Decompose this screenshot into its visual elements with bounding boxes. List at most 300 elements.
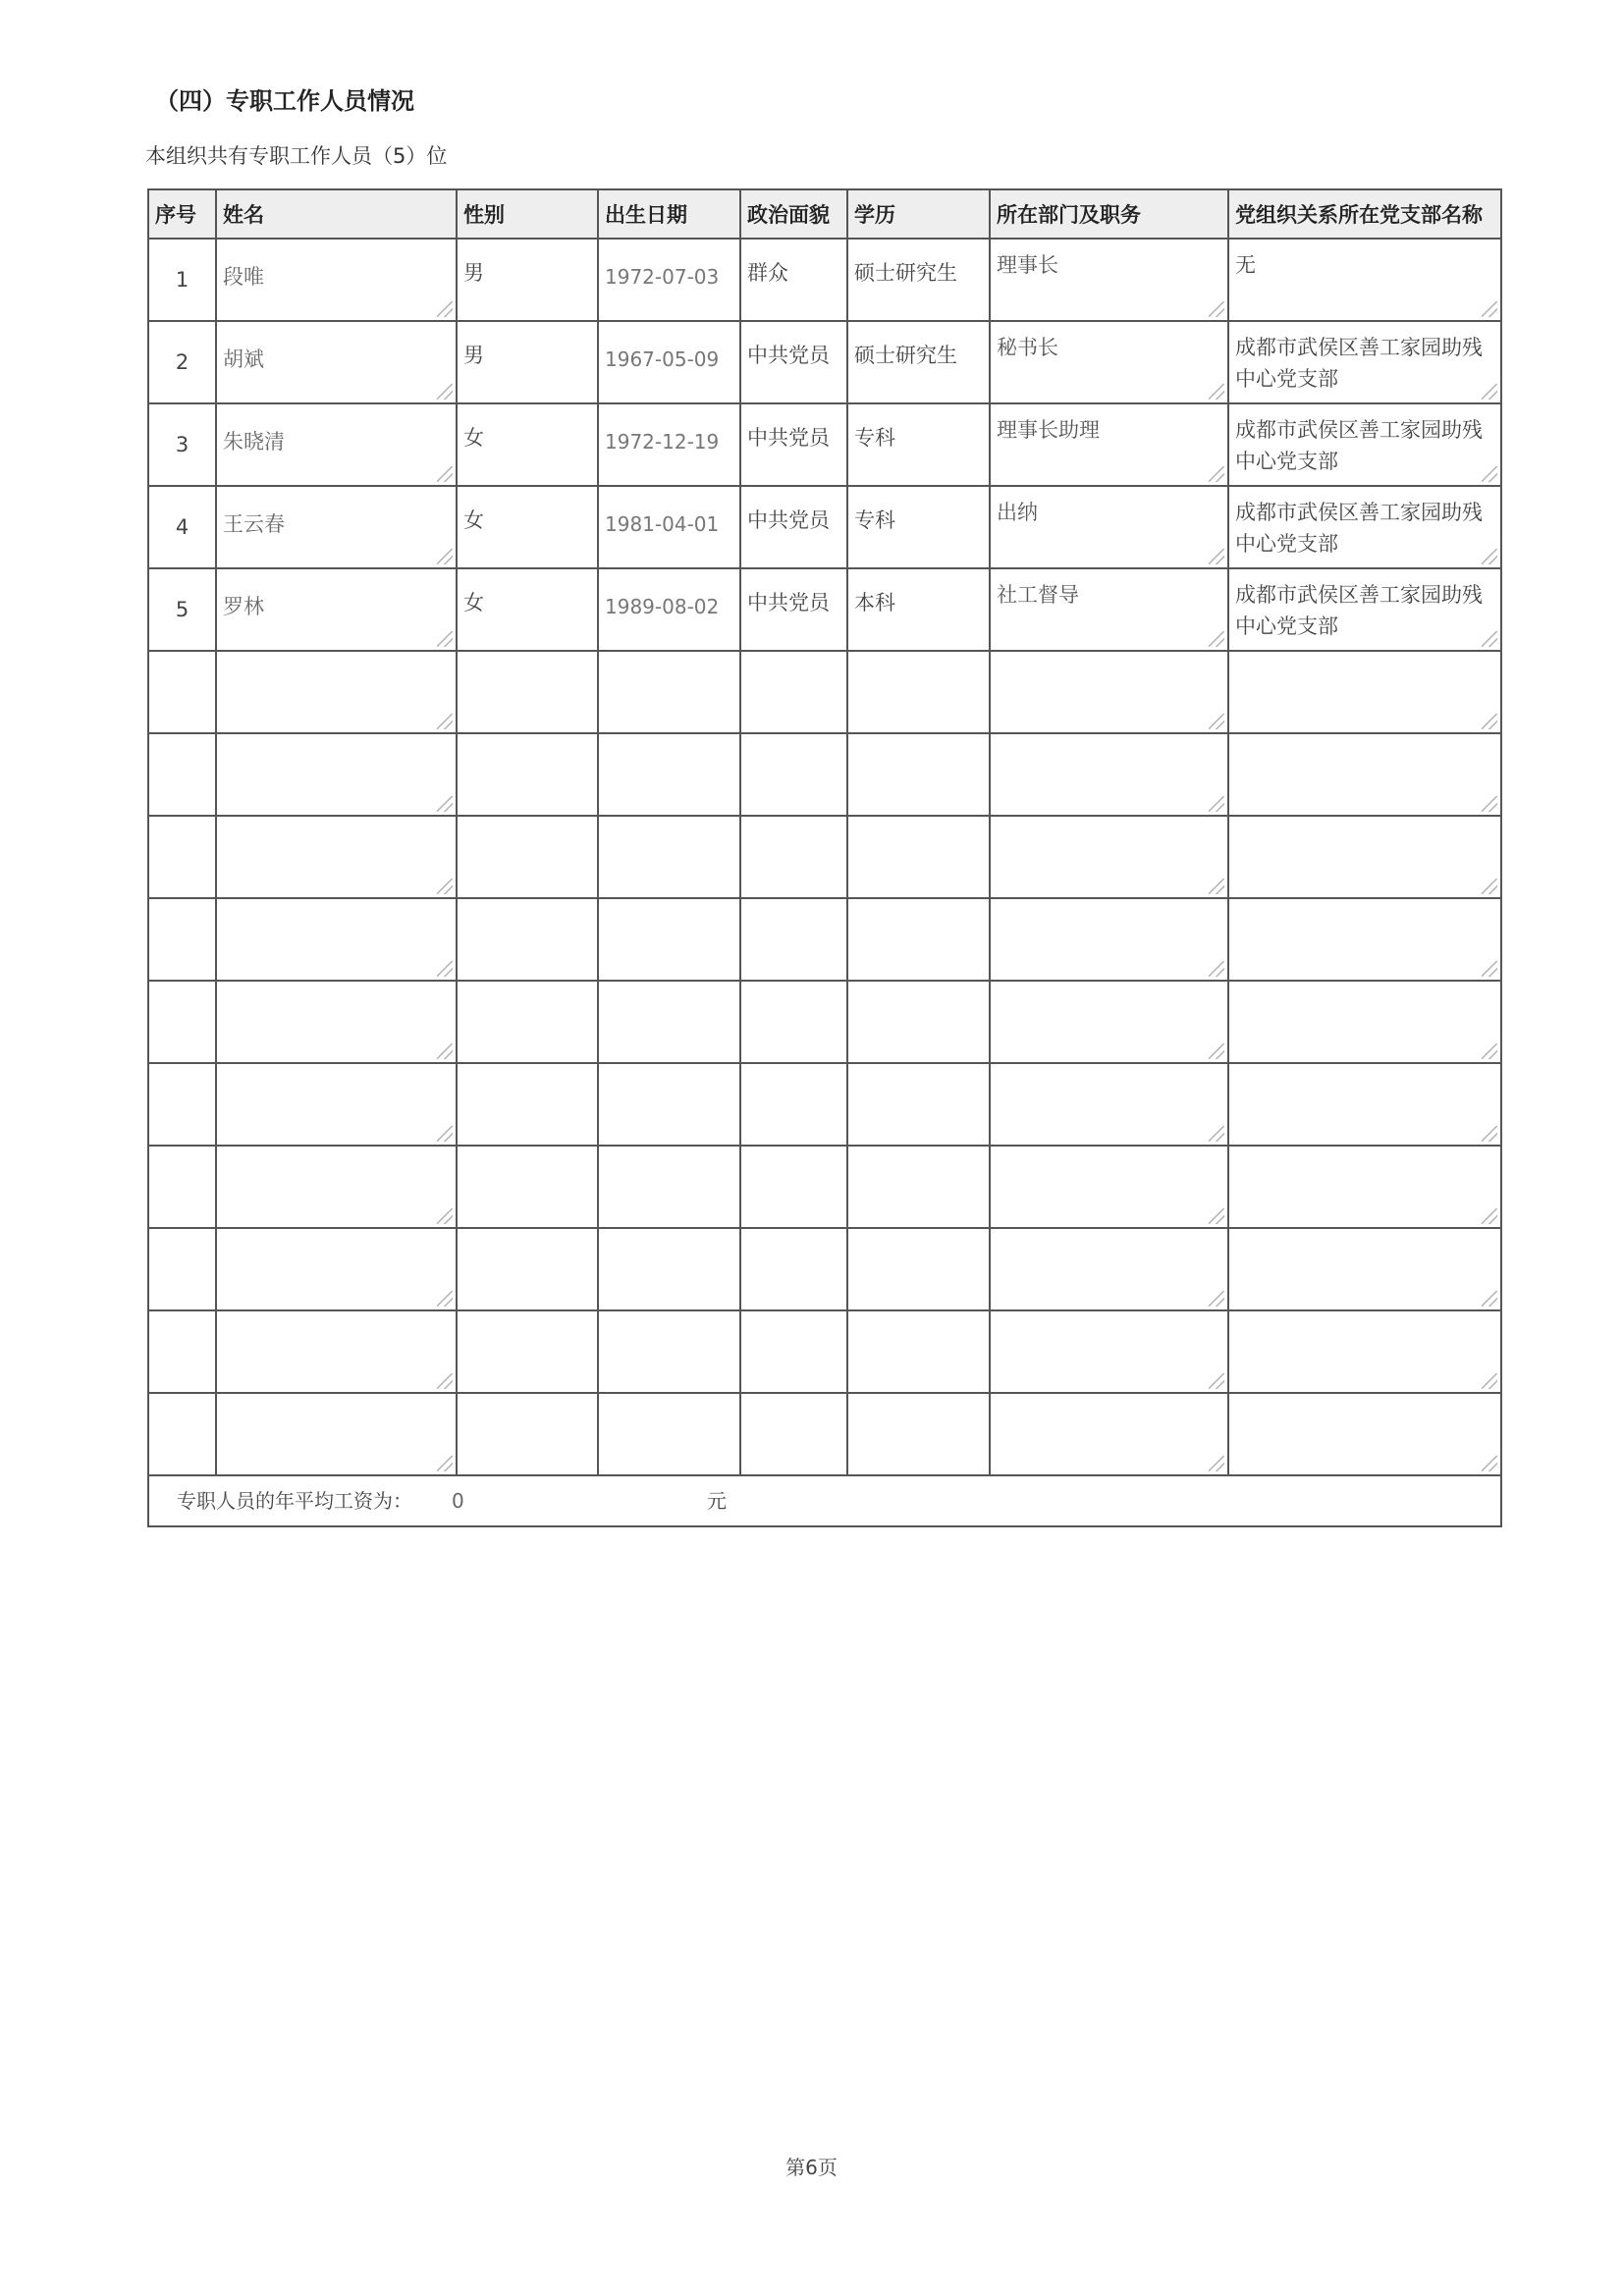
cell-birth-date[interactable] (598, 321, 740, 403)
cell-branch-field-text (1229, 734, 1500, 750)
cell-education[interactable] (847, 239, 990, 321)
header-name: 姓名 (216, 189, 457, 239)
cell-index-text (149, 1263, 215, 1275)
cell-education-text (848, 982, 989, 1005)
cell-education[interactable] (847, 1310, 990, 1393)
cell-branch-field-text (1229, 1229, 1500, 1245)
cell-education-text: 本科 (854, 591, 895, 614)
cell-birth-date-text (599, 1064, 739, 1092)
table-row (148, 733, 1501, 816)
resize-grip-icon[interactable] (437, 796, 453, 812)
cell-branch-field[interactable] (1228, 816, 1501, 898)
cell-political-status[interactable] (740, 733, 847, 816)
cell-dept-field[interactable] (990, 239, 1228, 321)
cell-gender[interactable] (457, 1063, 598, 1146)
cell-branch-field-text (1229, 1394, 1500, 1410)
resize-grip-icon[interactable] (437, 301, 453, 317)
cell-education-text: 硕士研究生 (854, 261, 957, 285)
cell-gender-text (458, 734, 597, 758)
cell-birth-date[interactable] (598, 733, 740, 816)
cell-branch-field-text (1229, 652, 1500, 667)
cell-dept-field-text (991, 982, 1227, 997)
resize-grip-icon[interactable] (437, 714, 453, 729)
cell-name-field[interactable] (216, 403, 457, 486)
header-education: 学历 (847, 189, 990, 239)
resize-grip-icon[interactable] (1209, 1126, 1224, 1142)
cell-education-text (848, 1064, 989, 1088)
cell-name-field-text: 王云春 (223, 512, 285, 536)
cell-dept-field[interactable] (990, 1393, 1228, 1475)
cell-birth-date-text: 1989-08-02 (605, 595, 720, 618)
cell-index-text (149, 1428, 215, 1440)
resize-grip-icon[interactable] (1482, 1373, 1497, 1389)
cell-index (148, 1310, 216, 1393)
table-row (148, 816, 1501, 898)
cell-gender-text: 男 (463, 261, 484, 285)
cell-index (148, 733, 216, 816)
cell-political-status-text (741, 1064, 846, 1088)
cell-gender[interactable] (457, 1310, 598, 1393)
cell-gender[interactable] (457, 1146, 598, 1228)
cell-gender-text: 女 (463, 591, 484, 614)
cell-dept-field[interactable] (990, 568, 1228, 651)
cell-name-field-text (217, 734, 456, 762)
cell-index-text (149, 934, 215, 945)
cell-political-status[interactable] (740, 1393, 847, 1475)
cell-name-field-text: 胡斌 (223, 347, 264, 371)
cell-gender[interactable] (457, 898, 598, 981)
resize-grip-icon[interactable] (1482, 1043, 1497, 1059)
cell-political-status-text (741, 1311, 846, 1335)
cell-birth-date-text (599, 1394, 739, 1421)
cell-birth-date[interactable] (598, 1063, 740, 1146)
cell-dept-field[interactable] (990, 898, 1228, 981)
resize-grip-icon[interactable] (1209, 1291, 1224, 1307)
cell-education[interactable] (847, 1228, 990, 1310)
cell-education-text (848, 1311, 989, 1335)
table-row (148, 1146, 1501, 1228)
table-row (148, 1228, 1501, 1310)
cell-index-text (149, 1181, 215, 1193)
resize-grip-icon[interactable] (437, 1373, 453, 1389)
resize-grip-icon[interactable] (1209, 1373, 1224, 1389)
resize-grip-icon[interactable] (437, 1126, 453, 1142)
cell-birth-date-text (599, 899, 739, 927)
resize-grip-icon[interactable] (437, 549, 453, 564)
cell-name-field[interactable] (216, 239, 457, 321)
cell-branch-field-text (1229, 982, 1500, 997)
cell-index-text (149, 851, 215, 863)
cell-dept-field-text: 理事长助理 (997, 418, 1100, 442)
cell-name-field[interactable] (216, 568, 457, 651)
resize-grip-icon[interactable] (437, 384, 453, 400)
cell-index (148, 816, 216, 898)
cell-index-text: 4 (175, 515, 189, 539)
table-row (148, 486, 1501, 568)
resize-grip-icon[interactable] (1482, 1291, 1497, 1307)
cell-gender[interactable] (457, 486, 598, 568)
cell-dept-field-text: 出纳 (997, 501, 1038, 524)
cell-birth-date[interactable] (598, 1228, 740, 1310)
salary-value-field[interactable]: 0 (452, 1489, 464, 1513)
cell-political-status[interactable] (740, 486, 847, 568)
cell-name-field[interactable] (216, 816, 457, 898)
resize-grip-icon[interactable] (1209, 961, 1224, 977)
resize-grip-icon[interactable] (1209, 301, 1224, 317)
cell-branch-field[interactable] (1228, 1393, 1501, 1475)
cell-birth-date-text: 1972-12-19 (605, 430, 720, 454)
cell-name-field-text (217, 982, 456, 1009)
cell-political-status-text (741, 1147, 846, 1170)
resize-grip-icon[interactable] (437, 1208, 453, 1224)
cell-political-status-text (741, 734, 846, 758)
cell-political-status[interactable] (740, 1310, 847, 1393)
cell-branch-field-text (1229, 817, 1500, 832)
cell-political-status[interactable] (740, 403, 847, 486)
table-row (148, 239, 1501, 321)
table-row (148, 651, 1501, 733)
cell-dept-field-text (991, 1229, 1227, 1245)
cell-political-status-text: 中共党员 (747, 591, 830, 614)
cell-gender-text (458, 982, 597, 1005)
cell-education-text (848, 1229, 989, 1253)
cell-dept-field[interactable] (990, 1146, 1228, 1228)
resize-grip-icon[interactable] (1482, 1456, 1497, 1471)
cell-gender[interactable] (457, 981, 598, 1063)
cell-name-field[interactable] (216, 1393, 457, 1475)
cell-name-field-text (217, 1229, 456, 1256)
cell-dept-field-text (991, 652, 1227, 667)
cell-dept-field-text (991, 1311, 1227, 1327)
cell-index (148, 981, 216, 1063)
cell-birth-date-text: 1967-05-09 (605, 347, 720, 371)
table-row (148, 1063, 1501, 1146)
cell-name-field-text (217, 899, 456, 927)
cell-index-text: 2 (175, 350, 189, 374)
cell-birth-date-text (599, 652, 739, 679)
cell-index-text (149, 1016, 215, 1028)
cell-education[interactable] (847, 981, 990, 1063)
cell-gender[interactable] (457, 568, 598, 651)
cell-gender-text (458, 1311, 597, 1335)
resize-grip-icon[interactable] (1482, 879, 1497, 894)
cell-education[interactable] (847, 816, 990, 898)
cell-name-field[interactable] (216, 486, 457, 568)
cell-branch-field-text: 成都市武侯区善工家园助残中心党支部 (1235, 336, 1483, 391)
cell-political-status-text (741, 817, 846, 840)
cell-education-text (848, 817, 989, 840)
table-row (148, 568, 1501, 651)
resize-grip-icon[interactable] (437, 961, 453, 977)
resize-grip-icon[interactable] (1209, 1043, 1224, 1059)
cell-branch-field-text (1229, 1064, 1500, 1080)
cell-birth-date[interactable] (598, 1310, 740, 1393)
cell-name-field[interactable] (216, 321, 457, 403)
page-number: 第6页 (785, 2156, 838, 2179)
resize-grip-icon[interactable] (1482, 961, 1497, 977)
cell-branch-field[interactable] (1228, 733, 1501, 816)
cell-birth-date-text (599, 982, 739, 1009)
cell-political-status[interactable] (740, 1228, 847, 1310)
cell-dept-field[interactable] (990, 816, 1228, 898)
section-title: （四）专职工作人员情况 (155, 87, 414, 115)
cell-education-text: 硕士研究生 (854, 344, 957, 367)
cell-index-text (149, 686, 215, 698)
cell-education-text (848, 1147, 989, 1170)
cell-dept-field-text: 社工督导 (997, 583, 1079, 607)
cell-name-field-text (217, 1064, 456, 1092)
table-row (148, 898, 1501, 981)
cell-education[interactable] (847, 1393, 990, 1475)
salary-line (149, 1476, 1500, 1525)
resize-grip-icon[interactable] (1209, 796, 1224, 812)
cell-political-status-text (741, 899, 846, 923)
cell-birth-date[interactable] (598, 486, 740, 568)
cell-gender-text: 女 (463, 508, 484, 532)
cell-gender[interactable] (457, 1228, 598, 1310)
resize-grip-icon[interactable] (437, 466, 453, 482)
resize-grip-icon[interactable] (1482, 466, 1497, 482)
cell-branch-field-text (1229, 1147, 1500, 1162)
header-dept: 所在部门及职务 (990, 189, 1228, 239)
resize-grip-icon[interactable] (1482, 796, 1497, 812)
cell-political-status[interactable] (740, 1146, 847, 1228)
resize-grip-icon[interactable] (1209, 549, 1224, 564)
cell-name-field[interactable] (216, 898, 457, 981)
cell-branch-field-text: 成都市武侯区善工家园助残中心党支部 (1235, 501, 1483, 556)
cell-branch-field[interactable] (1228, 568, 1501, 651)
cell-index-text (149, 1346, 215, 1358)
cell-name-field-text (217, 652, 456, 679)
cell-political-status[interactable] (740, 1063, 847, 1146)
resize-grip-icon[interactable] (1209, 631, 1224, 647)
cell-gender[interactable] (457, 403, 598, 486)
resize-grip-icon[interactable] (437, 1043, 453, 1059)
cell-education-text: 专科 (854, 426, 895, 450)
resize-grip-icon[interactable] (1209, 1456, 1224, 1471)
cell-gender-text (458, 817, 597, 840)
cell-branch-field[interactable] (1228, 981, 1501, 1063)
resize-grip-icon[interactable] (1482, 1208, 1497, 1224)
cell-name-field[interactable] (216, 1228, 457, 1310)
resize-grip-icon[interactable] (1209, 384, 1224, 400)
cell-birth-date-text (599, 1229, 739, 1256)
resize-grip-icon[interactable] (437, 1456, 453, 1471)
cell-name-field-text (217, 1311, 456, 1339)
cell-gender-text: 女 (463, 426, 484, 450)
cell-branch-field[interactable] (1228, 1063, 1501, 1146)
cell-education[interactable] (847, 733, 990, 816)
cell-education[interactable] (847, 486, 990, 568)
table-row (148, 403, 1501, 486)
cell-birth-date-text (599, 817, 739, 844)
cell-branch-field[interactable] (1228, 321, 1501, 403)
cell-gender-text (458, 1229, 597, 1253)
cell-gender-text (458, 1394, 597, 1417)
cell-political-status[interactable] (740, 239, 847, 321)
cell-political-status-text (741, 652, 846, 675)
cell-political-status-text: 群众 (747, 261, 788, 285)
cell-political-status[interactable] (740, 651, 847, 733)
cell-education-text (848, 734, 989, 758)
cell-name-field-text (217, 1394, 456, 1421)
cell-birth-date-text (599, 734, 739, 762)
cell-branch-field[interactable] (1228, 403, 1501, 486)
cell-branch-field[interactable] (1228, 898, 1501, 981)
salary-unit: 元 (707, 1489, 727, 1513)
cell-dept-field-text: 秘书长 (997, 336, 1058, 359)
cell-dept-field[interactable] (990, 1063, 1228, 1146)
cell-birth-date[interactable] (598, 568, 740, 651)
cell-political-status-text (741, 1229, 846, 1253)
cell-political-status[interactable] (740, 816, 847, 898)
cell-birth-date-text (599, 1311, 739, 1339)
salary-label: 专职人员的年平均工资为： (177, 1489, 412, 1513)
cell-political-status[interactable] (740, 981, 847, 1063)
cell-birth-date[interactable] (598, 898, 740, 981)
cell-branch-field[interactable] (1228, 1228, 1501, 1310)
cell-index (148, 568, 216, 651)
cell-birth-date[interactable] (598, 981, 740, 1063)
cell-dept-field[interactable] (990, 733, 1228, 816)
table-header-row (148, 189, 1501, 239)
cell-name-field[interactable] (216, 981, 457, 1063)
resize-grip-icon[interactable] (1482, 549, 1497, 564)
cell-dept-field[interactable] (990, 403, 1228, 486)
cell-political-status-text (741, 1394, 846, 1417)
cell-education[interactable] (847, 898, 990, 981)
cell-name-field[interactable] (216, 1146, 457, 1228)
resize-grip-icon[interactable] (1209, 879, 1224, 894)
resize-grip-icon[interactable] (1482, 1126, 1497, 1142)
cell-branch-field-text (1229, 899, 1500, 915)
header-birth: 出生日期 (598, 189, 740, 239)
table-row (148, 981, 1501, 1063)
cell-index (148, 1228, 216, 1310)
cell-gender[interactable] (457, 1393, 598, 1475)
cell-gender-text (458, 1064, 597, 1088)
cell-index (148, 486, 216, 568)
table-row (148, 1310, 1501, 1393)
header-branch: 党组织关系所在党支部名称 (1228, 189, 1501, 239)
cell-index (148, 1393, 216, 1475)
resize-grip-icon[interactable] (1209, 466, 1224, 482)
resize-grip-icon[interactable] (1209, 1208, 1224, 1224)
cell-name-field[interactable] (216, 733, 457, 816)
resize-grip-icon[interactable] (437, 879, 453, 894)
cell-education[interactable] (847, 568, 990, 651)
cell-education[interactable] (847, 321, 990, 403)
cell-dept-field[interactable] (990, 1228, 1228, 1310)
cell-political-status[interactable] (740, 568, 847, 651)
cell-index (148, 651, 216, 733)
cell-education[interactable] (847, 403, 990, 486)
cell-index (148, 898, 216, 981)
cell-branch-field[interactable] (1228, 239, 1501, 321)
cell-education-text (848, 1394, 989, 1417)
cell-dept-field[interactable] (990, 486, 1228, 568)
cell-birth-date[interactable] (598, 239, 740, 321)
cell-education[interactable] (847, 1146, 990, 1228)
cell-dept-field[interactable] (990, 651, 1228, 733)
cell-birth-date[interactable] (598, 1393, 740, 1475)
cell-index-text: 5 (175, 598, 189, 621)
header-political: 政治面貌 (740, 189, 847, 239)
cell-gender[interactable] (457, 239, 598, 321)
cell-birth-date[interactable] (598, 816, 740, 898)
cell-political-status-text: 中共党员 (747, 344, 830, 367)
cell-name-field-text (217, 1147, 456, 1174)
cell-branch-field[interactable] (1228, 651, 1501, 733)
cell-gender-text (458, 652, 597, 675)
cell-birth-date[interactable] (598, 403, 740, 486)
resize-grip-icon[interactable] (1482, 301, 1497, 317)
resize-grip-icon[interactable] (437, 631, 453, 647)
header-idx: 序号 (148, 189, 216, 239)
cell-birth-date-text: 1981-04-01 (605, 512, 720, 536)
cell-name-field-text (217, 817, 456, 844)
cell-education[interactable] (847, 1063, 990, 1146)
cell-index-text: 3 (175, 433, 189, 456)
resize-grip-icon[interactable] (1209, 714, 1224, 729)
cell-gender[interactable] (457, 733, 598, 816)
cell-dept-field-text (991, 1394, 1227, 1410)
resize-grip-icon[interactable] (1482, 384, 1497, 400)
cell-gender[interactable] (457, 651, 598, 733)
cell-education-text: 专科 (854, 508, 895, 532)
cell-index-text (149, 1098, 215, 1110)
cell-birth-date-text: 1972-07-03 (605, 265, 720, 289)
cell-political-status[interactable] (740, 321, 847, 403)
cell-education-text (848, 899, 989, 923)
cell-branch-field[interactable] (1228, 486, 1501, 568)
cell-political-status-text (741, 982, 846, 1005)
resize-grip-icon[interactable] (1482, 631, 1497, 647)
cell-dept-field[interactable] (990, 321, 1228, 403)
cell-dept-field-text (991, 1064, 1227, 1080)
cell-gender-text: 男 (463, 344, 484, 367)
cell-index (148, 321, 216, 403)
cell-political-status[interactable] (740, 898, 847, 981)
cell-birth-date-text (599, 1147, 739, 1174)
cell-birth-date[interactable] (598, 1146, 740, 1228)
cell-name-field[interactable] (216, 1063, 457, 1146)
cell-gender[interactable] (457, 321, 598, 403)
cell-branch-field[interactable] (1228, 1146, 1501, 1228)
header-gender: 性别 (457, 189, 598, 239)
cell-political-status-text: 中共党员 (747, 508, 830, 532)
cell-branch-field[interactable] (1228, 1310, 1501, 1393)
cell-branch-field-text (1229, 1311, 1500, 1327)
cell-birth-date[interactable] (598, 651, 740, 733)
staff-count-line: 本组织共有专职工作人员（5）位 (145, 144, 448, 168)
cell-name-field-text: 罗林 (223, 595, 264, 618)
salary-row (148, 1475, 1501, 1526)
cell-education[interactable] (847, 651, 990, 733)
cell-name-field[interactable] (216, 651, 457, 733)
cell-gender-text (458, 899, 597, 923)
cell-dept-field[interactable] (990, 1310, 1228, 1393)
resize-grip-icon[interactable] (1482, 714, 1497, 729)
resize-grip-icon[interactable] (437, 1291, 453, 1307)
cell-education-text (848, 652, 989, 675)
cell-dept-field-text (991, 734, 1227, 750)
cell-name-field[interactable] (216, 1310, 457, 1393)
cell-gender[interactable] (457, 816, 598, 898)
cell-dept-field[interactable] (990, 981, 1228, 1063)
cell-index-text (149, 769, 215, 780)
cell-index-text: 1 (175, 268, 189, 292)
